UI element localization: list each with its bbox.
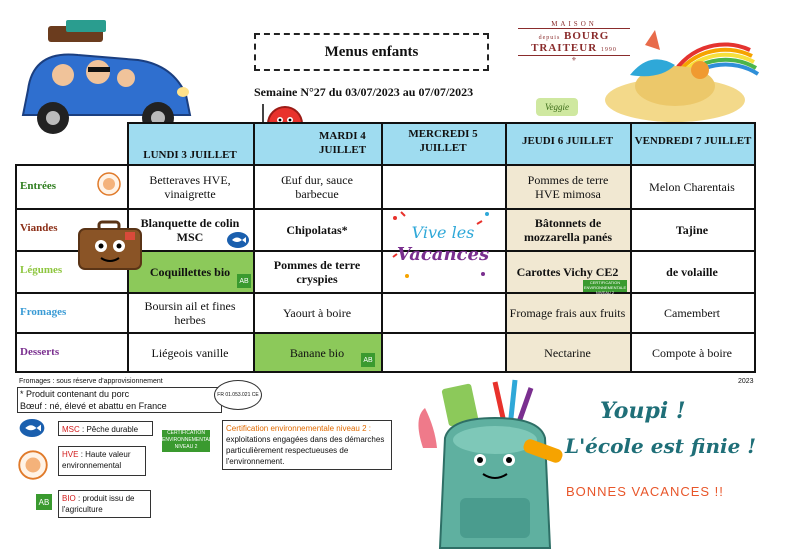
msc-fish-icon xyxy=(18,419,46,437)
message-bonnes-vacances: BONNES VACANCES !! xyxy=(566,484,724,499)
message-youpi: Youpi ! xyxy=(600,398,686,424)
day-header-monday: LUNDI 3 JUILLET xyxy=(143,149,237,161)
message-ecole-finie: L'école est finie ! xyxy=(565,434,757,458)
svg-text:Vacances: Vacances xyxy=(396,244,490,265)
legend-msc xyxy=(58,421,153,436)
row-label-desserts: Desserts xyxy=(20,346,60,358)
row-label-entrees: Entrées xyxy=(20,180,57,192)
note-boeuf: Bœuf : né, élevé et abattu en France xyxy=(20,401,167,411)
legend-cert-key: Certification environnementale niveau 2 : xyxy=(226,424,371,433)
week-label: Semaine N°27 du 03/07/2023 au 07/07/2023 xyxy=(254,85,474,99)
cell-tuesday-legumes: Pommes de terre cryspies xyxy=(273,258,361,286)
day-header-thursday: JEUDI 6 JUILLET xyxy=(521,135,614,147)
cell-friday-desserts: Compote à boire xyxy=(652,345,732,360)
cell-thursday-desserts: Nectarine xyxy=(544,345,591,360)
day-header-wednesday: MERCREDI 5 JUILLET xyxy=(408,128,478,154)
cell-monday-entrees: Betteraves HVE, vinaigrette xyxy=(149,173,231,201)
hve-icon xyxy=(97,172,121,196)
cell-monday-desserts: Liégeois vanille xyxy=(151,345,229,360)
health-stamp xyxy=(214,380,262,410)
cell-tuesday-fromages: Yaourt à boire xyxy=(282,306,352,320)
brand-name-text: BOURG TRAITEUR xyxy=(531,30,610,54)
note-year: 2023 xyxy=(738,378,754,385)
health-stamp-text: FR 01.053.021 CE xyxy=(217,392,259,398)
cell-friday-viandes: Tajine xyxy=(675,223,709,237)
cell-monday-legumes: Coquillettes bio xyxy=(149,265,231,279)
legend-msc-key: MSC xyxy=(62,425,80,434)
grid-line xyxy=(381,122,383,373)
backpack-illustration xyxy=(405,378,580,556)
cell-thursday-fromages: Fromage frais aux fruits xyxy=(509,306,626,320)
veggie-badge: Veggie xyxy=(536,98,578,116)
cell-tuesday-viandes: Chipolatas* xyxy=(286,223,348,237)
legend-bio xyxy=(58,490,151,518)
ab-bio-icon: AB xyxy=(361,353,375,367)
grid-line xyxy=(754,122,756,373)
note-porc: * Produit contenant du porc xyxy=(20,389,130,399)
title-box xyxy=(254,33,489,71)
brand-left: depuis xyxy=(538,35,561,41)
note-fromages: Fromages : sous réserve d'approvisionnement xyxy=(19,378,163,385)
grid-line xyxy=(127,122,756,124)
beach-illustration xyxy=(600,20,760,125)
brand-mark-icon: ⚜ xyxy=(571,57,577,63)
row-label-viandes: Viandes xyxy=(20,222,58,234)
grid-line xyxy=(15,164,17,373)
legend-bio-text: : produit issu de l'agriculture xyxy=(62,494,135,514)
msc-fish-icon xyxy=(227,232,249,248)
cell-monday-viandes: Blanquette de colin MSC xyxy=(140,216,240,244)
day-header-tuesday: MARDI 4 JUILLET xyxy=(319,130,367,156)
cell-thursday-legumes: Carottes Vichy CE2 xyxy=(516,265,619,279)
legend-cert-text: exploitations engagées dans des démarches particulièrement respectueuses de l'environnement. xyxy=(226,435,385,466)
day-header-friday: VENDREDI 7 JUILLET xyxy=(634,135,752,147)
legend-hve xyxy=(58,446,146,476)
legend-hve-key: HVE xyxy=(62,450,79,459)
legend-hve-text: : Haute valeur environnemental xyxy=(62,450,131,470)
legend-certification xyxy=(222,420,392,470)
ab-bio-icon: AB xyxy=(237,274,251,288)
menu-table xyxy=(15,122,756,372)
vive-les-vacances-text: Vive les xyxy=(411,223,475,242)
vive-les-vacances-illustration xyxy=(387,204,499,288)
ab-bio-icon: AB xyxy=(36,494,52,510)
hve-icon xyxy=(18,450,48,480)
row-label-fromages: Fromages xyxy=(20,306,67,318)
brand-top: MAISON xyxy=(551,20,597,28)
cell-tuesday-desserts: Banane bio xyxy=(289,345,345,360)
page-title: Menus enfants xyxy=(324,43,419,60)
brand-right: 1990 xyxy=(600,47,617,53)
cell-friday-fromages: Camembert xyxy=(664,306,720,320)
certification-badge-icon: CERTIFICATION ENVIRONNEMENTALE NIVEAU 2 xyxy=(162,430,215,450)
cell-thursday-viandes: Bâtonnets de mozzarella panés xyxy=(523,216,613,244)
cell-monday-fromages: Boursin ail et fines herbes xyxy=(144,299,236,327)
legend-msc-text: : Pêche durable xyxy=(82,425,139,434)
cell-friday-legumes: de volaille xyxy=(666,265,718,279)
row-label-legumes: Légumes xyxy=(20,264,63,276)
certification-badge-icon: CERTIFICATION ENVIRONNEMENTALE NIVEAU 2 xyxy=(583,280,627,295)
legend-bio-key: BIO xyxy=(62,494,76,503)
cell-thursday-entrees: Pommes de terre HVE mimosa xyxy=(527,173,609,201)
cell-friday-entrees: Melon Charentais xyxy=(649,180,735,194)
cell-tuesday-entrees: Œuf dur, sauce barbecue xyxy=(281,173,353,201)
